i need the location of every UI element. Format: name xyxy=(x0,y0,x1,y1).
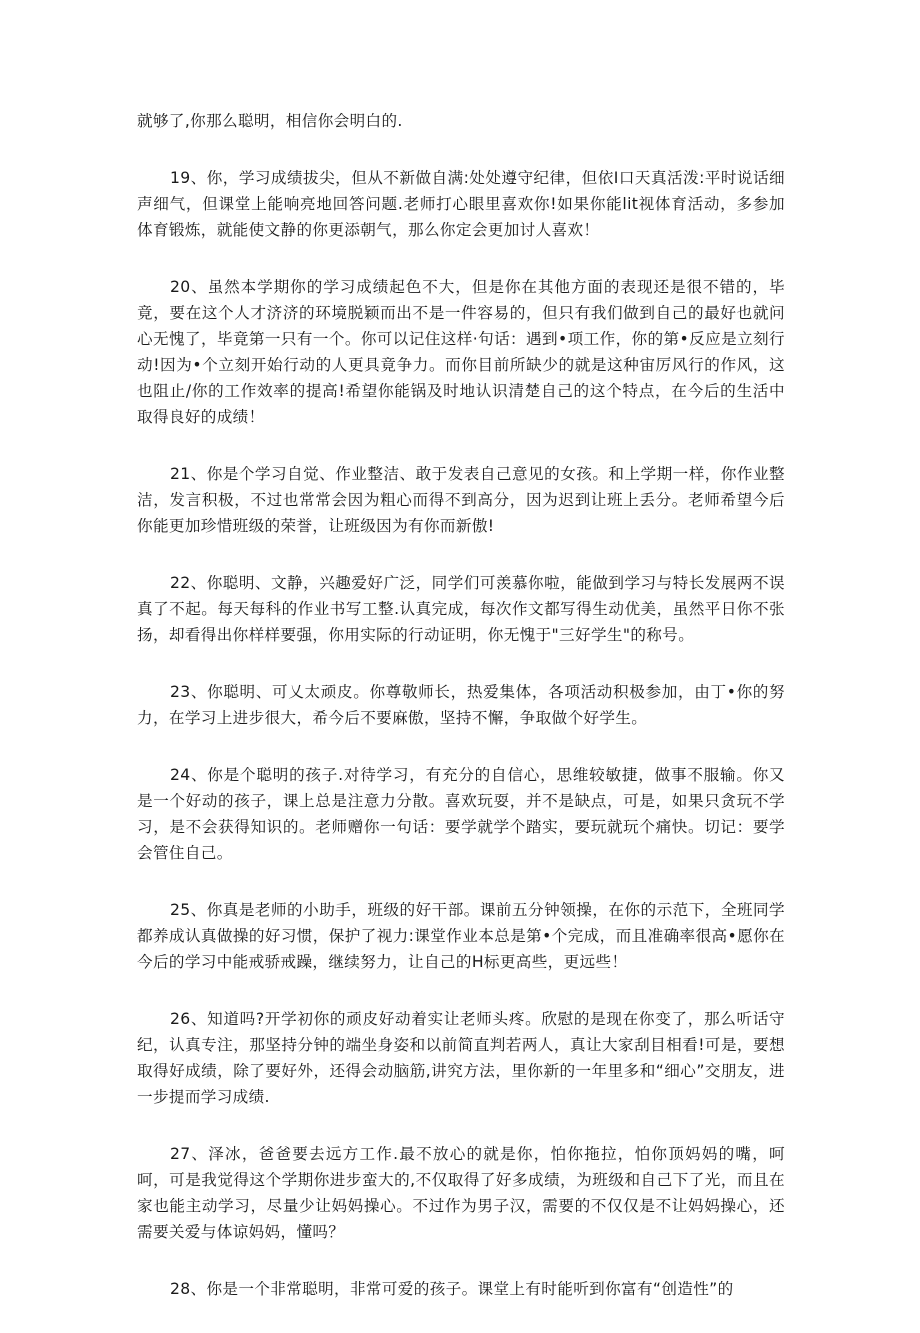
comment-19: 19、你，学习成绩拔尖，但从不新做自满:处处遵守纪律，但依I口天真活泼:平时说话细声细气，但课堂上能响亮地回答问题.老师打心眼里喜欢你!如果你能lit视体育活动，多参加体育锻炼，就能使文静的你更添朝气，那么你定会更加讨人喜欢！ xyxy=(137,169,785,239)
document-page xyxy=(137,108,785,1333)
comment-21: 21、你是个学习自觉、作业整洁、敢于发表自己意见的女孩。和上学期一样，你作业整洁，发言积极，不过也常常会因为粗心而得不到高分，因为迟到让班上丢分。老师希望今后你能更加珍惜班级的荣誉，让班级因为有你而新傲! xyxy=(137,465,785,535)
comment-27: 27、泽冰，爸爸要去远方工作.最不放心的就是你，怕你拖拉，怕你顶妈妈的嘴，呵呵，可是我觉得这个学期你进步蛮大的,不仅取得了好多成绩，为班级和自己下了光，而且在家也能主动学习，尽量少让妈妈操心。不过作为男子汉，需要的不仅仅是不让妈妈操心，还需要关爱与体谅妈妈，懂吗？ xyxy=(137,1145,785,1241)
comment-25: 25、你真是老师的小助手，班级的好干部。课前五分钟领操，在你的示范下，全班同学都养成认真做操的好习惯，保护了视力:课堂作业本总是第•个完成，而且准确率很高•愿你在今后的学习中能戒骄戒躁，继续努力，让自己的H标更高些，更远些！ xyxy=(137,901,785,971)
comment-22: 22、你聪明、文静，兴趣爱好广泛，同学们可羡慕你啦，能做到学习与特长发展两不误真了不起。每天每科的作业书写工整.认真完成，每次作文都写得生动优美，虽然平日你不张扬，却看得出你样样要强，你用实际的行动证明，你无愧于"三好学生"的称号。 xyxy=(137,574,785,644)
comment-20: 20、虽然本学期你的学习成绩起色不大，但是你在其他方面的表现还是很不错的，毕竟，要在这个人才济济的环境脱颖而出不是一件容易的，但只有我们做到自己的最好也就问心无愧了，毕竟第一只有一个。你可以记住这样·句话：遇到•项工作，你的第•反应是立刻行动!因为•个立刻开始行动的人更具竟争力。而你目前所缺少的就是这种宙厉风行的作风，这也阻止/你的工作效率的提高!希望你能锅及时地认识清楚自己的这个特点，在今后的生活中取得良好的成绩！ xyxy=(137,278,785,426)
comment-26: 26、知道吗?开学初你的顽皮好动着实让老师头疼。欣慰的是现在你变了，那么听话守纪，认真专注，那坚持分钟的端坐身姿和以前简直判若两人，真让大家刮目相看!可是，要想取得好成绩，除了要好外，还得会动脑筋,讲究方法，里你新的一年里多和“细心”交朋友，进一步提而学习成绩. xyxy=(137,1010,785,1106)
comment-28: 28、你是一个非常聪明，非常可爱的孩子。课堂上有时能听到你富有“创造性”的 xyxy=(170,1280,734,1298)
comment-23: 23、你聪明、可乂太顽皮。你尊敬师长，热爱集体，各项活动积极参加，由丁•你的努力，在学习上进步很大，希今后不要麻傲，坚持不懈，争取做个好学生。 xyxy=(137,683,785,727)
paragraph-continuation: 就够了,你那么聪明，相信你会明白的. xyxy=(137,112,403,130)
comment-24: 24、你是个聪明的孩子.对待学习，有充分的自信心，思维较敏捷，做事不服输。你又是一个好动的孩子，课上总是注意力分散。喜欢玩耍，并不是缺点，可是，如果只贪玩不学习，是不会获得知识的。老师赠你一句话：要学就学个踏实，要玩就玩个痛快。切记：要学会管住自己。 xyxy=(137,766,785,862)
